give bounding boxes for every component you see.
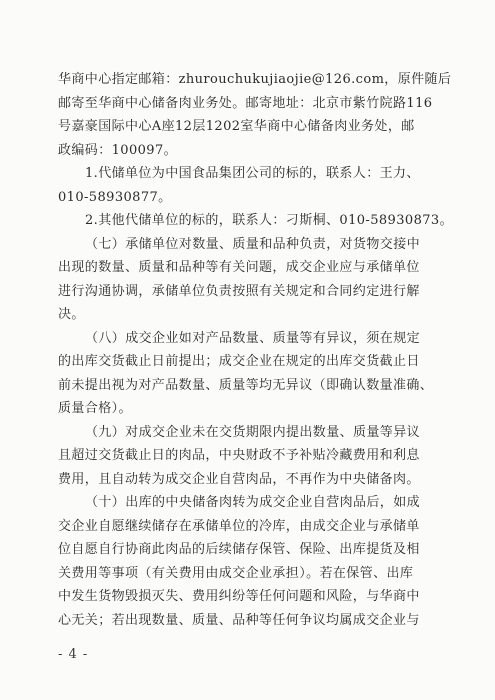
text-line: （八）成交企业如对产品数量、质量等有异议，须在规定 bbox=[85, 330, 421, 346]
text-line: 号嘉豪国际中心A座12层1202室华商中心储备肉业务处，邮 bbox=[58, 119, 415, 134]
text-line: 心无关；若出现数量、质量、品种等任何争议均属成交企业与 bbox=[58, 612, 420, 628]
text-line: 费用，且自动转为成交企业自营肉品，不再作为中央储备肉。 bbox=[58, 471, 420, 487]
page-number: - 4 - bbox=[58, 647, 89, 662]
text-line: （七）承储单位对数量、质量和品种负责，对货物交接中 bbox=[85, 236, 421, 252]
text-line: 质量合格）。 bbox=[58, 401, 132, 416]
text-line: 的出库交货截止日前提出；成交企业在规定的出库交货截止日 bbox=[58, 354, 420, 369]
text-line: 2.其他代储单位的标的，联系人：刁斯桐、010-58930873。 bbox=[85, 213, 453, 228]
text-line: 关费用等事项（有关费用由成交企业承担）。若在保管、出库 bbox=[58, 565, 414, 581]
text-line: 进行沟通协调，承储单位负责按照有关规定和合同约定进行解 bbox=[58, 283, 420, 299]
text-line: 位自愿自行协商此肉品的后续储存保管、保险、出库提货及相 bbox=[58, 542, 420, 557]
text-line: 前未提出视为对产品数量、质量等均无异议（即确认数量准确、 bbox=[58, 377, 434, 393]
text-line: 交企业自愿继续储存在承储单位的冷库，由成交企业与承储单 bbox=[58, 518, 420, 534]
text-line: 邮寄至华商中心储备肉业务处。邮寄地址：北京市紫竹院路116 bbox=[58, 95, 433, 111]
text-line: 010-58930877。 bbox=[58, 189, 172, 205]
text-line: 且超过交货截止日的肉品，中央财政不予补贴冷藏费用和利息 bbox=[58, 448, 420, 463]
text-line: 政编码：100097。 bbox=[58, 142, 178, 158]
text-line: 中发生货物毁损灭失、费用纠纷等任何问题和风险，与华商中 bbox=[58, 589, 420, 604]
text-line: （十）出库的中央储备肉转为成交企业自营肉品后，如成 bbox=[85, 495, 421, 510]
text-line: 华商中心指定邮箱：zhurouchukujiaojie@126.com，原件随后 bbox=[58, 72, 452, 87]
document-body bbox=[58, 68, 453, 632]
text-line: 出现的数量、质量和品种等有关问题，成交企业应与承储单位 bbox=[58, 260, 420, 275]
text-line: （九）对成交企业未在交货期限内提出数量、质量等异议 bbox=[85, 424, 421, 440]
text-line: 决。 bbox=[58, 307, 85, 322]
text-line: 1.代储单位为中国食品集团公司的标的，联系人：王力、 bbox=[85, 166, 420, 181]
